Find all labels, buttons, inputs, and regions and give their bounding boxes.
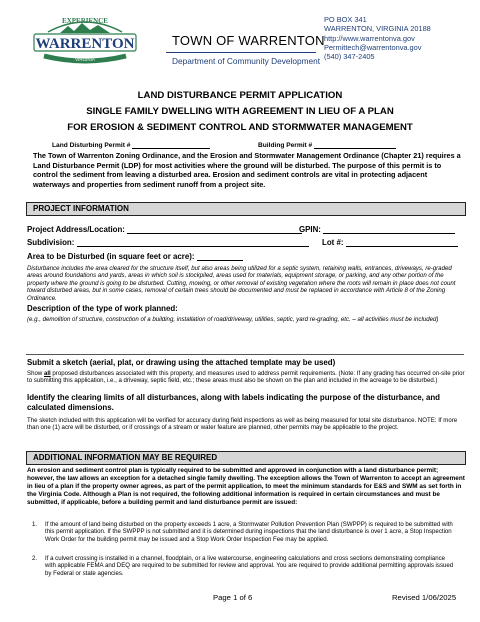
building-permit-field (258, 141, 396, 149)
svg-text:WARRENTON: WARRENTON (35, 36, 135, 52)
sketch-text-prefix: Show (27, 370, 44, 377)
area-input[interactable] (197, 253, 243, 261)
svg-text:VIRGINIA: VIRGINIA (75, 57, 95, 62)
additional-info-text: An erosion and sediment control plan is typically required to be submitted and approved in conjunction with a land disturbance permit; however, the law allows an exception for a detached single family dwelling. The exception allows the Town of Warrenton to accept an agreement in lieu of a plan if the property owner agrees, as part of the permit application, to meet the minimum standards for E&S and SWM as set forth in the Virginia Code. Although a Plan is not required, the following additional information is required in certain circumstances and must be submitted, if applicable, before a building permit and land disturbance permit are issued: (27, 467, 465, 506)
sketch-text-rest: proposed disturbances associated with this property, and measures used to address permit requirements. (Note: If any grading has occurred on-site prior to submitting this application, i.e., a driveway, septic field, etc.; these areas must also be shown on the plan and included in the acreage to be disturbed.) (27, 370, 465, 385)
subdivision-input[interactable] (77, 239, 309, 247)
sketch-text (27, 370, 465, 385)
contact-city: WARRENTON, VIRGINIA 20188 (324, 24, 431, 34)
project-info-heading (26, 202, 466, 216)
lot-row (322, 238, 458, 247)
document-subtitle-2: FOR EROSION & SEDIMENT CONTROL AND STORMWATER MANAGEMENT (67, 122, 413, 133)
work-description-input[interactable] (26, 334, 464, 352)
gpin-label: GPIN: (299, 225, 321, 234)
project-info-heading-text: PROJECT INFORMATION (33, 204, 129, 213)
lot-input[interactable] (346, 239, 458, 247)
address-row (27, 225, 302, 234)
gpin-row (299, 225, 455, 234)
document-title: LAND DISTURBANCE PERMIT APPLICATION (137, 90, 343, 101)
contact-phone: (540) 347-2405 (324, 52, 375, 62)
additional-info-heading (26, 451, 466, 465)
address-input[interactable] (127, 226, 302, 234)
area-row (27, 252, 243, 261)
additional-info-heading-text: ADDITIONAL INFORMATION MAY BE REQUIRED (33, 453, 218, 462)
requirement-item-2 (32, 555, 455, 577)
work-description-label: Description of the type of work planned: (27, 304, 178, 313)
land-disturbing-permit-label: Land Disturbing Permit # (52, 142, 131, 149)
contact-pobox: PO BOX 341 (324, 15, 367, 24)
requirement-number: 2. (32, 555, 38, 562)
gpin-input[interactable] (323, 226, 455, 234)
intro-paragraph: The Town of Warrenton Zoning Ordinance, and the Erosion and Stormwater Management Ordinance (Chapter 21) requires a Land Disturbance Permit (LDP) for most activities where the ground will be disturbed. The purpose of this permit is to control the sediment from leaving a disturbed area. Erosion and sediment controls are vital in protecting adjacent waterways and properties from sediment runoff from a project site. (33, 151, 461, 189)
requirement-text: If the amount of land being disturbed on the property exceeds 1 acre, a Stormwater Pollution Prevention Plan (SWPPP) is required to be submitted with this permit application. If the SWPPP is not submitted and it is determined during inspections that the land disturbance is over 1 acre, a Stop Inspection Work Order for the building permit may be issued and a Stop Work Order Inspection Fee may be applied. (45, 521, 453, 543)
svg-text:EXPERIENCE: EXPERIENCE (62, 17, 108, 25)
building-permit-label: Building Permit # (258, 142, 313, 149)
town-name: TOWN OF WARRENTON (172, 33, 325, 48)
sketch-text-emphasis: all (43, 370, 51, 377)
land-disturbing-permit-input[interactable] (132, 141, 210, 149)
department-name: Department of Community Development (172, 56, 321, 66)
building-permit-input[interactable] (314, 141, 396, 149)
sketch-heading: Submit a sketch (aerial, plat, or drawing using the attached template may be used) (27, 358, 336, 367)
requirement-text: If a culvert crossing is installed in a channel, floodplain, or a live watercourse, engineering calculations and cross sections demonstrating compliance with applicable FEMA and DEQ are required to be submitted for review and approval. You are required to provide additional permitting approvals issued by Federal or state agencies. (45, 555, 454, 577)
requirement-number: 1. (32, 521, 38, 528)
contact-block (324, 15, 431, 61)
requirement-item-1 (32, 521, 455, 543)
identify-heading: Identify the clearing limits of all disturbances, along with labels indicating the purpose of the disturbance, and calculated dimensions. (27, 393, 441, 412)
subdivision-row (27, 238, 309, 247)
contact-email[interactable]: Permittech@warrentonva.gov (324, 42, 422, 52)
contact-website[interactable]: http://www.warrentonva.gov (324, 33, 415, 43)
lot-label: Lot #: (322, 238, 344, 247)
header-divider (166, 52, 316, 53)
section-divider (26, 354, 464, 355)
revision-date: Revised 1/06/2025 (392, 593, 457, 602)
town-logo (30, 10, 140, 68)
work-description-hint: (e.g., demolition of structure, construction of a building, installation of road/driveway, utilities, septic, yard re-grading, etc. – all activities must be included) (27, 316, 439, 323)
disturbance-note: Disturbance includes the area cleared for the structure itself, but also areas being utilized for a septic system, retaining walls, entrances, driveways, re-graded areas around foundations and yards, areas in which soil is stockpiled, areas used for materials, equipment storage, or parking, and any other portion of the property where the ground is going to be disturbed. Cutting, mowing, or other removal of existing vegetation where the roots will remain in place does not count toward disturbed areas, but in some cases, removal of certain trees should be documented and must be replaced in accordance with Article 8 of the Zoning Ordinance. (27, 265, 456, 302)
land-disturbing-permit-field (52, 141, 210, 149)
subdivision-label: Subdivision: (27, 238, 75, 247)
area-label: Area to be Disturbed (in square feet or acre): (27, 252, 195, 261)
page-number: Page 1 of 6 (213, 593, 253, 602)
document-subtitle: SINGLE FAMILY DWELLING WITH AGREEMENT IN LIEU OF A PLAN (86, 106, 394, 117)
identify-text: The sketch included with this application will be verified for accuracy during field inspections as well as being measured for total site disturbance. NOTE: If more than one (1) acre will be disturbed, or if crossings of a stream or water feature are planned, other permits may be applicable to the project. (27, 417, 458, 432)
address-label: Project Address/Location: (27, 225, 125, 234)
